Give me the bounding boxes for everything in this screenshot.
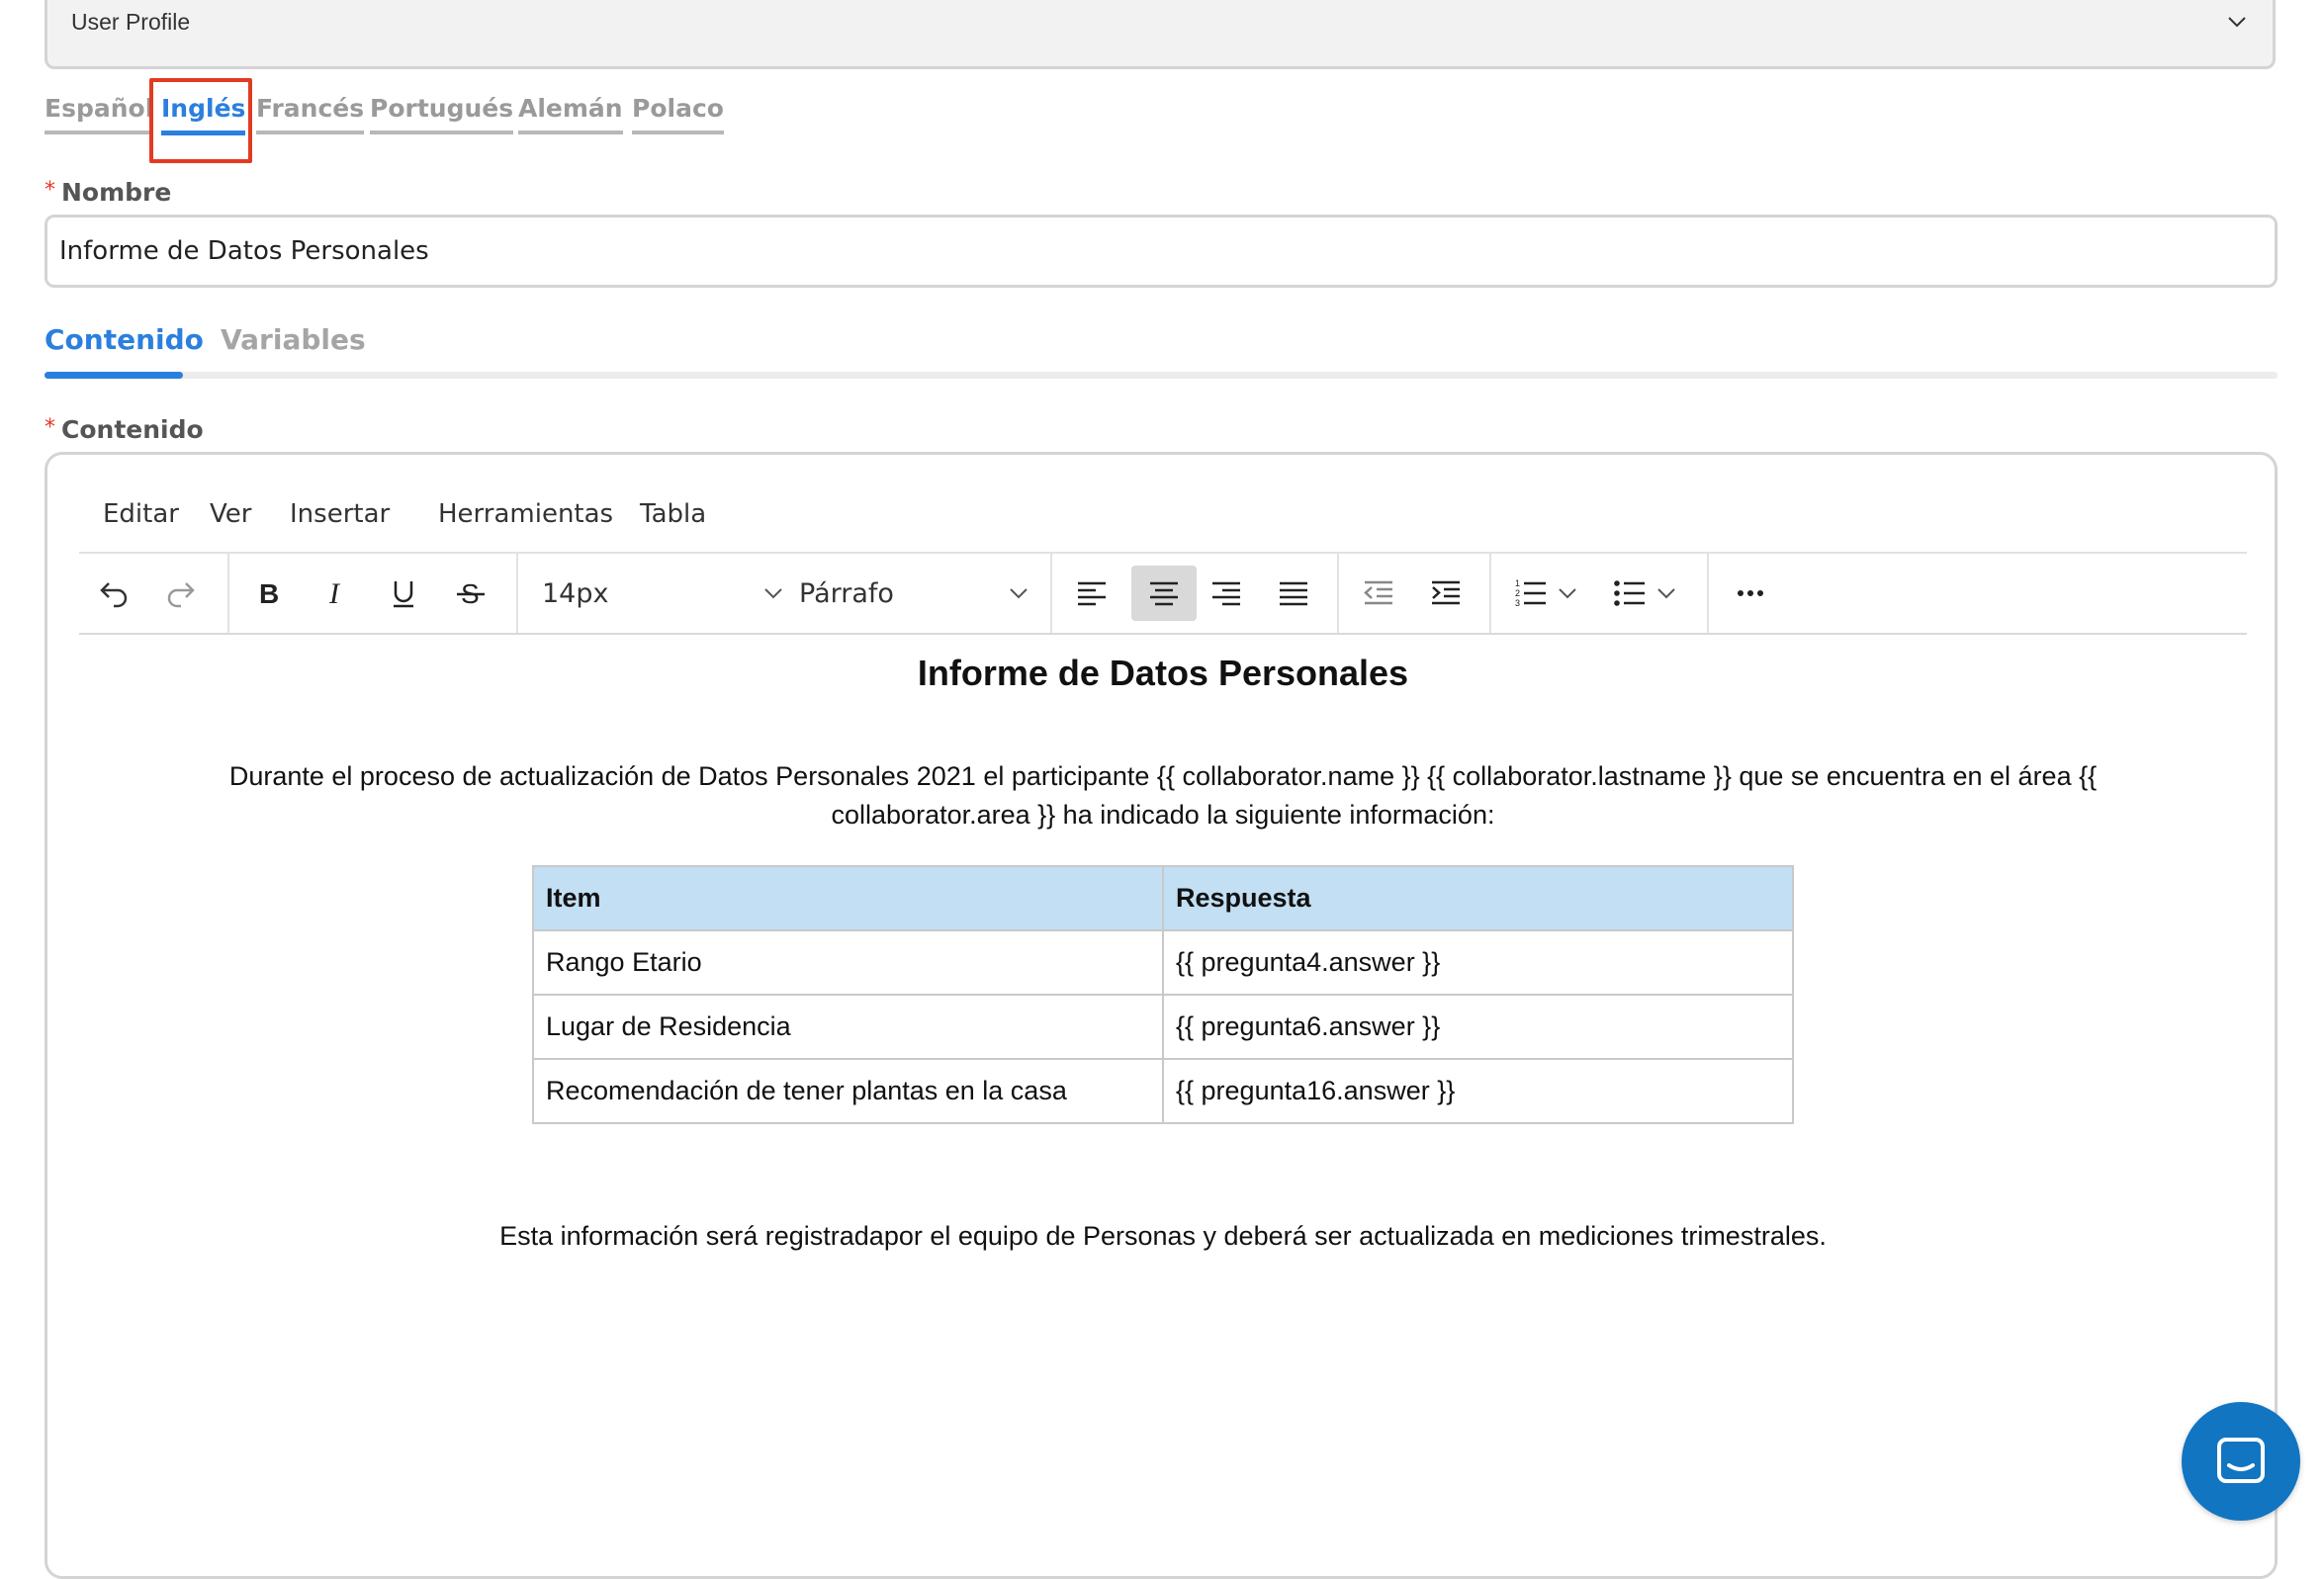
formatting-group: [227, 554, 518, 633]
indent-group: [1337, 554, 1491, 633]
svg-text:2: 2: [1515, 588, 1521, 598]
bullet-list-icon: [1612, 575, 1648, 611]
menu-ver[interactable]: Ver: [210, 499, 252, 529]
menu-insertar[interactable]: Insertar: [290, 499, 391, 529]
list-group: [1489, 554, 1709, 633]
strikethrough-button[interactable]: [443, 566, 498, 621]
svg-text:I: I: [329, 577, 339, 610]
redo-button[interactable]: [152, 566, 208, 621]
font-size-value: 14px: [542, 577, 609, 609]
editor-toolbar: [79, 552, 2247, 635]
content-tabs-track: [45, 372, 2278, 379]
outdent-icon: [1361, 575, 1396, 611]
active-tab-highlight: [149, 78, 252, 163]
chevron-down-icon: [1007, 581, 1030, 605]
svg-text:3: 3: [1515, 598, 1521, 608]
table-cell: {{ pregunta16.answer }}: [1163, 1059, 1793, 1123]
chevron-down-icon: [761, 581, 785, 605]
align-left-icon: [1074, 575, 1110, 611]
undo-icon: [97, 575, 133, 611]
tab-espanol[interactable]: Español: [45, 95, 153, 134]
tab-frances[interactable]: Francés: [256, 95, 364, 134]
tab-polaco[interactable]: Polaco: [632, 95, 724, 134]
chevron-down-icon: [2225, 10, 2249, 34]
align-justify-icon: [1276, 575, 1311, 611]
table-header-respuesta: Respuesta: [1163, 866, 1793, 930]
undo-button[interactable]: [87, 566, 142, 621]
align-justify-button[interactable]: [1266, 566, 1321, 621]
chevron-down-icon: [1556, 581, 1579, 605]
required-asterisk: *: [45, 415, 55, 440]
tab-portugues[interactable]: Portugués: [370, 95, 513, 134]
block-format-select[interactable]: [799, 566, 1030, 621]
block-format-value: Párrafo: [799, 577, 894, 609]
document-title: Informe de Datos Personales: [917, 653, 1409, 693]
contenido-label: * Contenido: [45, 415, 204, 444]
align-right-button[interactable]: [1199, 566, 1254, 621]
tab-aleman[interactable]: Alemán: [518, 95, 623, 134]
font-size-select[interactable]: [542, 566, 785, 621]
table-row: [533, 930, 1793, 995]
table-cell: Recomendación de tener plantas en la casa: [533, 1059, 1163, 1123]
underline-icon: [386, 575, 421, 611]
alignment-group: [1050, 554, 1339, 633]
table-cell: Rango Etario: [533, 930, 1163, 995]
numbered-list-button[interactable]: [1503, 566, 1559, 621]
indent-icon: [1428, 575, 1464, 611]
svg-text:B: B: [259, 578, 280, 609]
font-group: [516, 554, 1052, 633]
align-right-icon: [1208, 575, 1244, 611]
menu-tabla[interactable]: Tabla: [640, 499, 707, 529]
italic-icon: [318, 575, 354, 611]
table-header-row: [533, 866, 1793, 930]
more-icon: [1733, 575, 1768, 611]
indent-button[interactable]: [1418, 566, 1474, 621]
redo-icon: [162, 575, 198, 611]
active-tab-indicator: [45, 372, 183, 379]
tab-contenido[interactable]: Contenido: [45, 323, 204, 356]
menu-herramientas[interactable]: Herramientas: [438, 499, 614, 529]
table-cell: {{ pregunta4.answer }}: [1163, 930, 1793, 995]
strikethrough-icon: [453, 575, 489, 611]
underline-button[interactable]: [376, 566, 431, 621]
table-header-item: Item: [533, 866, 1163, 930]
menu-editar[interactable]: Editar: [103, 499, 179, 529]
category-select-value: User Profile: [71, 9, 191, 35]
align-center-icon: [1146, 575, 1182, 611]
required-asterisk: *: [45, 178, 55, 203]
table-cell: Lugar de Residencia: [533, 995, 1163, 1059]
more-button[interactable]: [1723, 566, 1778, 621]
chat-icon: [2211, 1432, 2271, 1491]
numbered-list-options[interactable]: [1553, 566, 1582, 621]
table-row: [533, 995, 1793, 1059]
document-footer-text: Esta información será registradapor el equipo de Personas y deberá ser actualizada en mediciones trimestrales.: [499, 1221, 1827, 1251]
nombre-label: * Nombre: [45, 178, 172, 207]
align-left-button[interactable]: [1064, 566, 1119, 621]
chevron-down-icon: [1654, 581, 1678, 605]
table-cell: {{ pregunta6.answer }}: [1163, 995, 1793, 1059]
bullet-list-options[interactable]: [1652, 566, 1681, 621]
svg-text:1: 1: [1515, 578, 1521, 588]
chat-launcher-button[interactable]: [2182, 1402, 2300, 1521]
bold-icon: [251, 575, 287, 611]
tab-variables[interactable]: Variables: [221, 323, 366, 356]
document-paragraph: Durante el proceso de actualización de Datos Personales 2021 el participante {{ collaborator.name }} {{ collaborator.lastname }} que se encuentra en el área {{ collaborator.area }} ha indicado la siguiente información:: [228, 761, 2098, 830]
align-center-button[interactable]: [1131, 566, 1197, 621]
rich-text-editor: [45, 452, 2278, 1579]
table-row: [533, 1059, 1793, 1123]
nombre-input[interactable]: [45, 215, 2278, 288]
history-group: [79, 554, 229, 633]
data-table: [532, 865, 1794, 1124]
category-select[interactable]: [45, 0, 2276, 69]
bullet-list-button[interactable]: [1602, 566, 1657, 621]
italic-button[interactable]: [309, 566, 364, 621]
tab-ingles[interactable]: Inglés: [161, 95, 245, 135]
outdent-button[interactable]: [1351, 566, 1406, 621]
svg-text:S: S: [461, 578, 480, 609]
bold-button[interactable]: [241, 566, 297, 621]
numbered-list-icon: [1513, 575, 1549, 611]
